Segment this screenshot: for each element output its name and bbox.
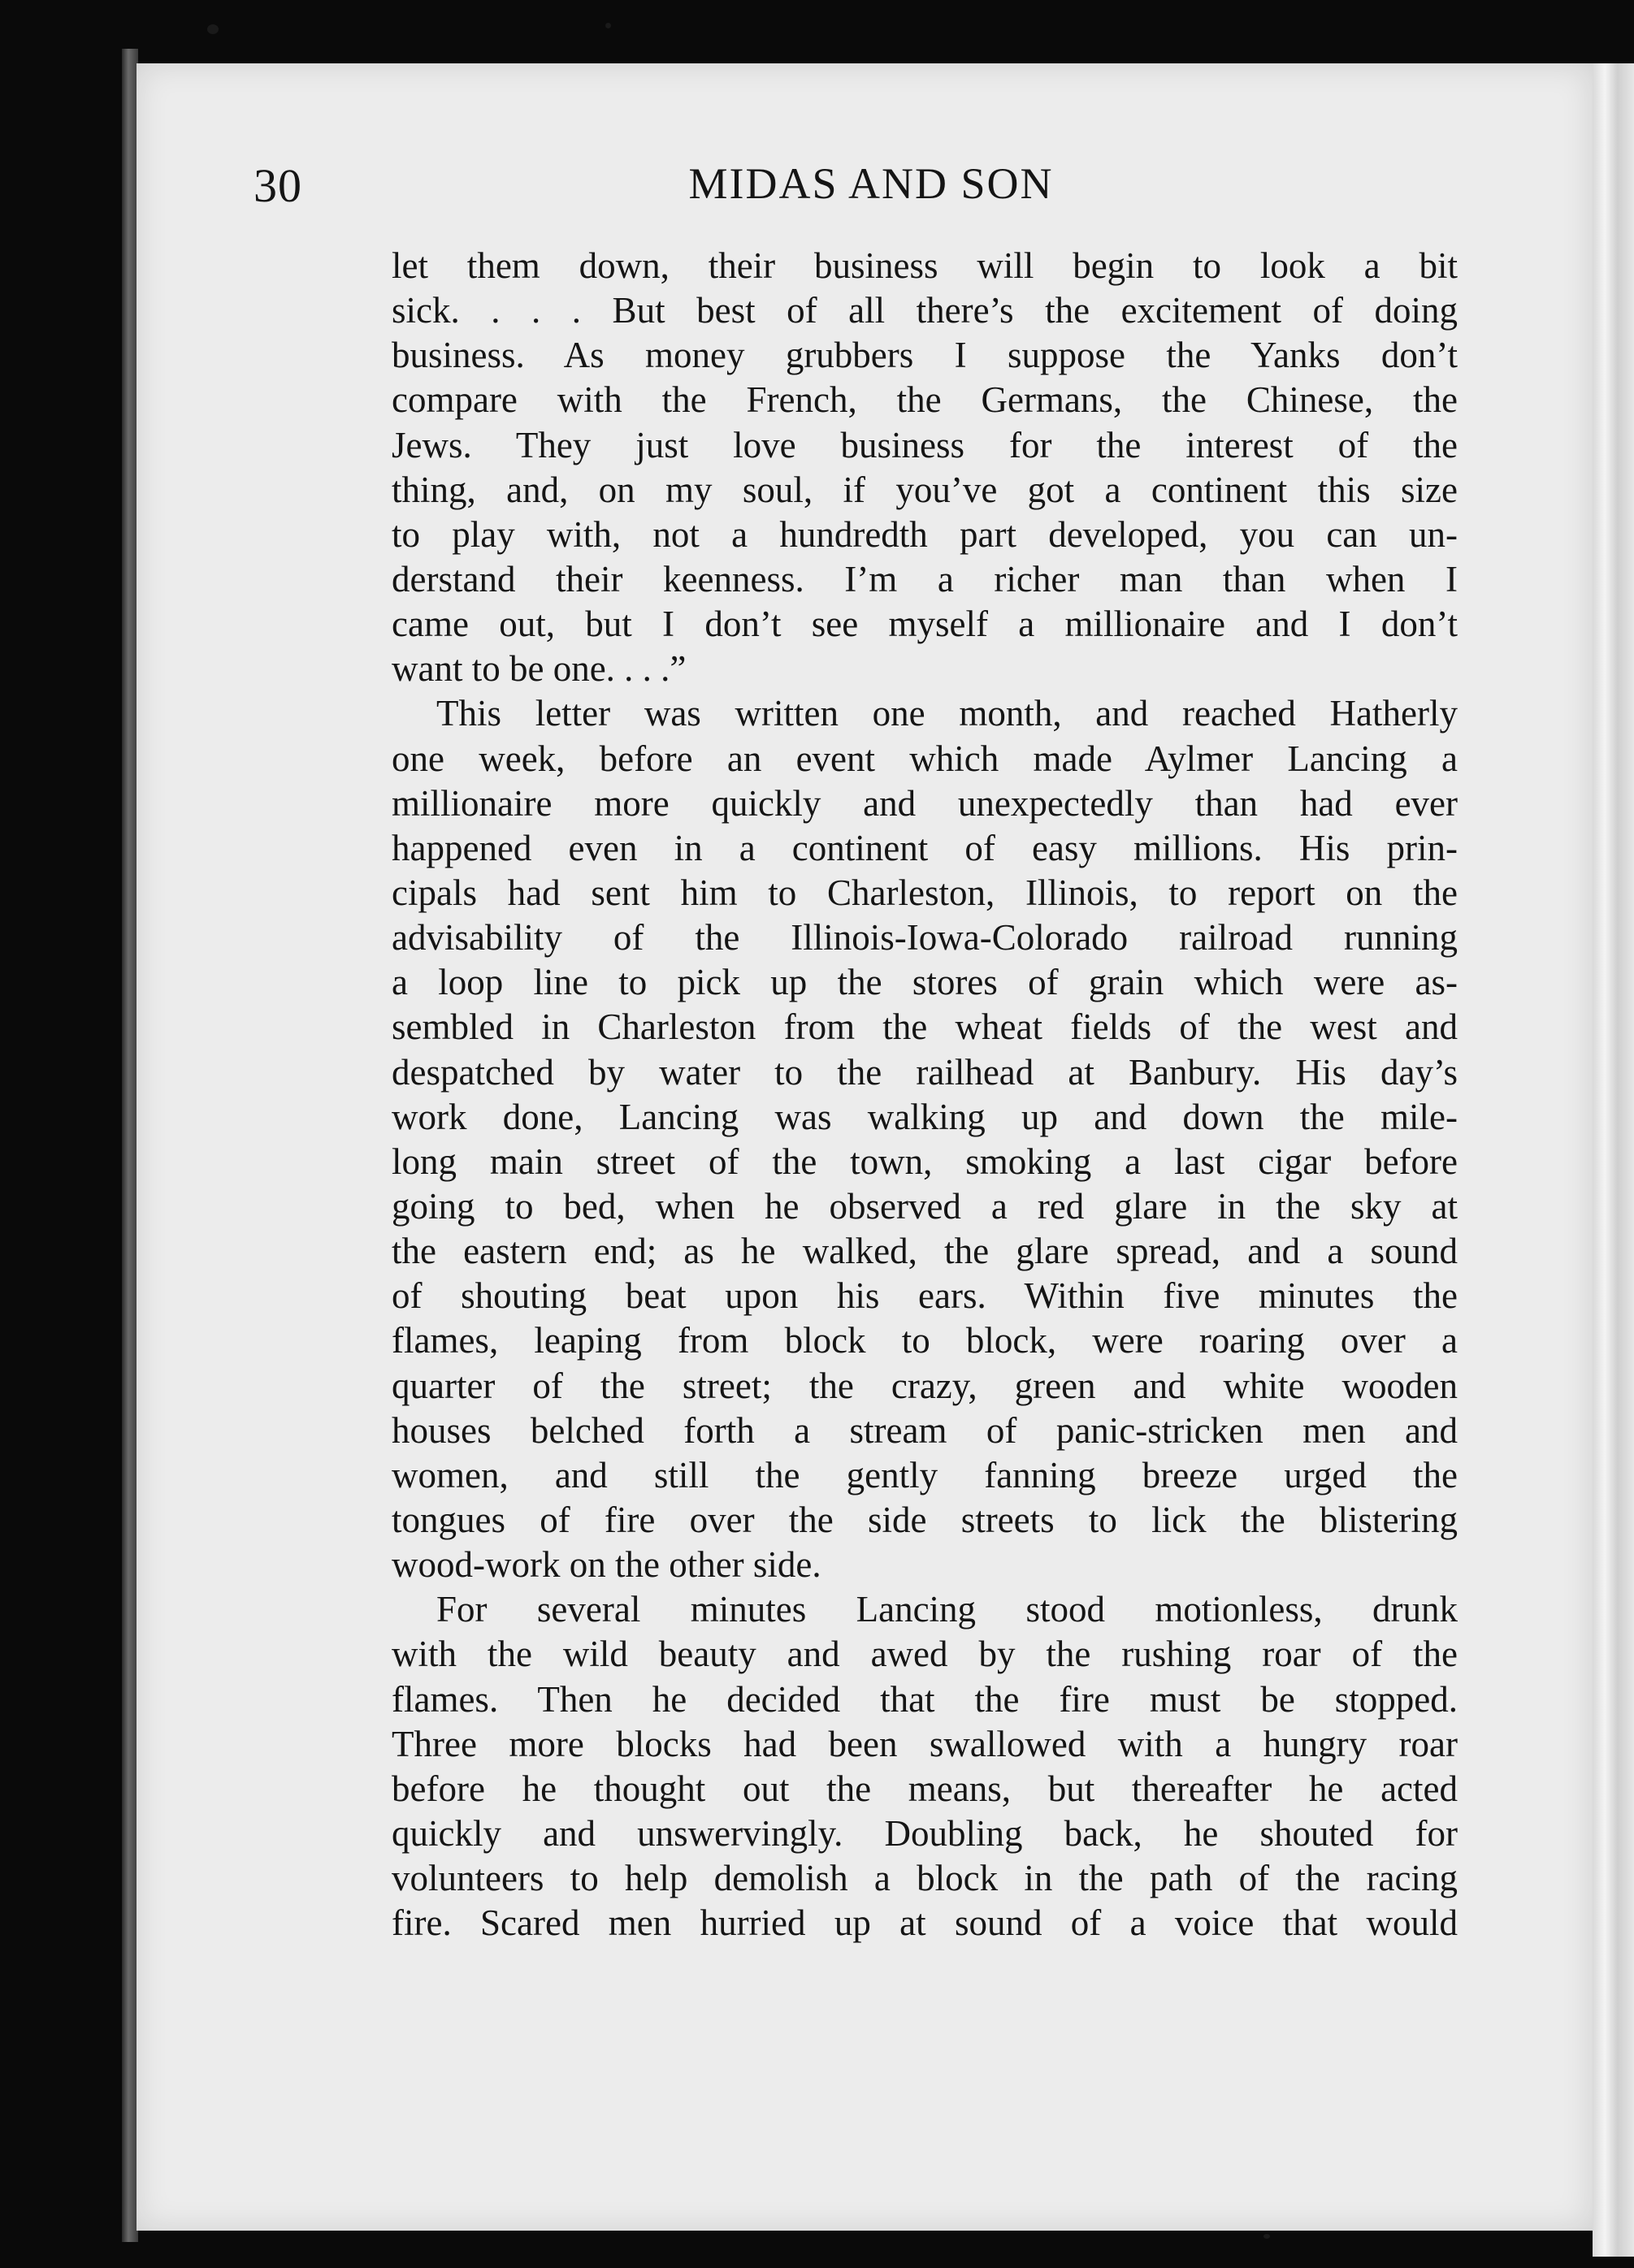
text-line: For several minutes Lancing stood motionless, drunk (436, 1589, 1458, 1630)
text-line: one week, before an event which made Aylmer Lancing a (392, 738, 1458, 779)
text-line: derstand their keenness. I’m a richer man than when I (392, 558, 1458, 599)
text-line: business. As money grubbers I suppose the Yanks don’t (392, 335, 1458, 376)
text-line: before he thought out the means, but thereafter he acted (392, 1768, 1458, 1809)
text-line: going to bed, when he observed a red glare in the sky at (392, 1185, 1458, 1227)
text-line: work done, Lancing was walking up and down the mile- (392, 1096, 1458, 1137)
text-line: tongues of fire over the side streets to lick the blistering (392, 1499, 1458, 1540)
text-line: the eastern end; as he walked, the glare spread, and a sound (392, 1231, 1458, 1272)
text-line: sembled in Charleston from the wheat fields of the west and (392, 1006, 1458, 1048)
book-binding-edge (122, 49, 138, 2242)
text-line: flames, leaping from block to block, were roaring over a (392, 1320, 1458, 1361)
text-line: despatched by water to the railhead at Banbury. His day’s (392, 1051, 1458, 1093)
text-line: long main street of the town, smoking a last cigar before (392, 1140, 1458, 1182)
text-line: happened even in a continent of easy millions. His prin- (392, 827, 1458, 868)
scan-speck (207, 24, 219, 34)
text-line: came out, but I don’t see myself a millionaire and I don’t (392, 604, 1458, 645)
text-line: thing, and, on my soul, if you’ve got a continent this size (392, 469, 1458, 510)
text-line: houses belched forth a stream of panic-stricken men and (392, 1409, 1458, 1451)
text-line: sick. . . . But best of all there’s the excitement of doing (392, 290, 1458, 331)
text-line: advisability of the Illinois-Iowa-Colorado railroad running (392, 917, 1458, 959)
text-line: Three more blocks had been swallowed with a hungry roar (392, 1723, 1458, 1764)
running-head (254, 158, 1456, 223)
text-line: This letter was written one month, and reached Hatherly (436, 693, 1458, 734)
text-line: a loop line to pick up the stores of grain which were as- (392, 962, 1458, 1003)
body-text (392, 244, 1458, 1946)
text-line: with the wild beauty and awed by the rushing roar of the (392, 1634, 1458, 1675)
text-line: Jews. They just love business for the interest of the (392, 424, 1458, 465)
text-line: compare with the French, the Germans, the Chinese, the (392, 379, 1458, 421)
text-line: millionaire more quickly and unexpectedly than had ever (392, 782, 1458, 824)
text-line: of shouting beat upon his ears. Within five minutes the (392, 1275, 1458, 1317)
text-line: flames. Then he decided that the fire must be stopped. (392, 1678, 1458, 1720)
text-line: quarter of the street; the crazy, green and white wooden (392, 1365, 1458, 1406)
text-line: women, and still the gently fanning breeze urged the (392, 1454, 1458, 1495)
text-line: let them down, their business will begin to look a bit (392, 245, 1458, 286)
running-title: MIDAS AND SON (688, 159, 1054, 208)
scan-speck (1263, 2234, 1270, 2239)
page-edge-right (1593, 63, 1634, 2257)
text-line: quickly and unswervingly. Doubling back, he shouted for (392, 1812, 1458, 1854)
text-line: to play with, not a hundredth part developed, you can un- (392, 513, 1458, 555)
text-line: volunteers to help demolish a block in the path of the racing (392, 1858, 1458, 1899)
scan-speck (605, 23, 611, 28)
text-line: cipals had sent him to Charleston, Illinois, to report on the (392, 872, 1458, 913)
text-line: want to be one. . . .” (392, 648, 687, 690)
text-line: wood-work on the other side. (392, 1544, 821, 1586)
text-line: fire. Scared men hurried up at sound of a voice that would (392, 1902, 1458, 1944)
page-number: 30 (254, 159, 302, 212)
